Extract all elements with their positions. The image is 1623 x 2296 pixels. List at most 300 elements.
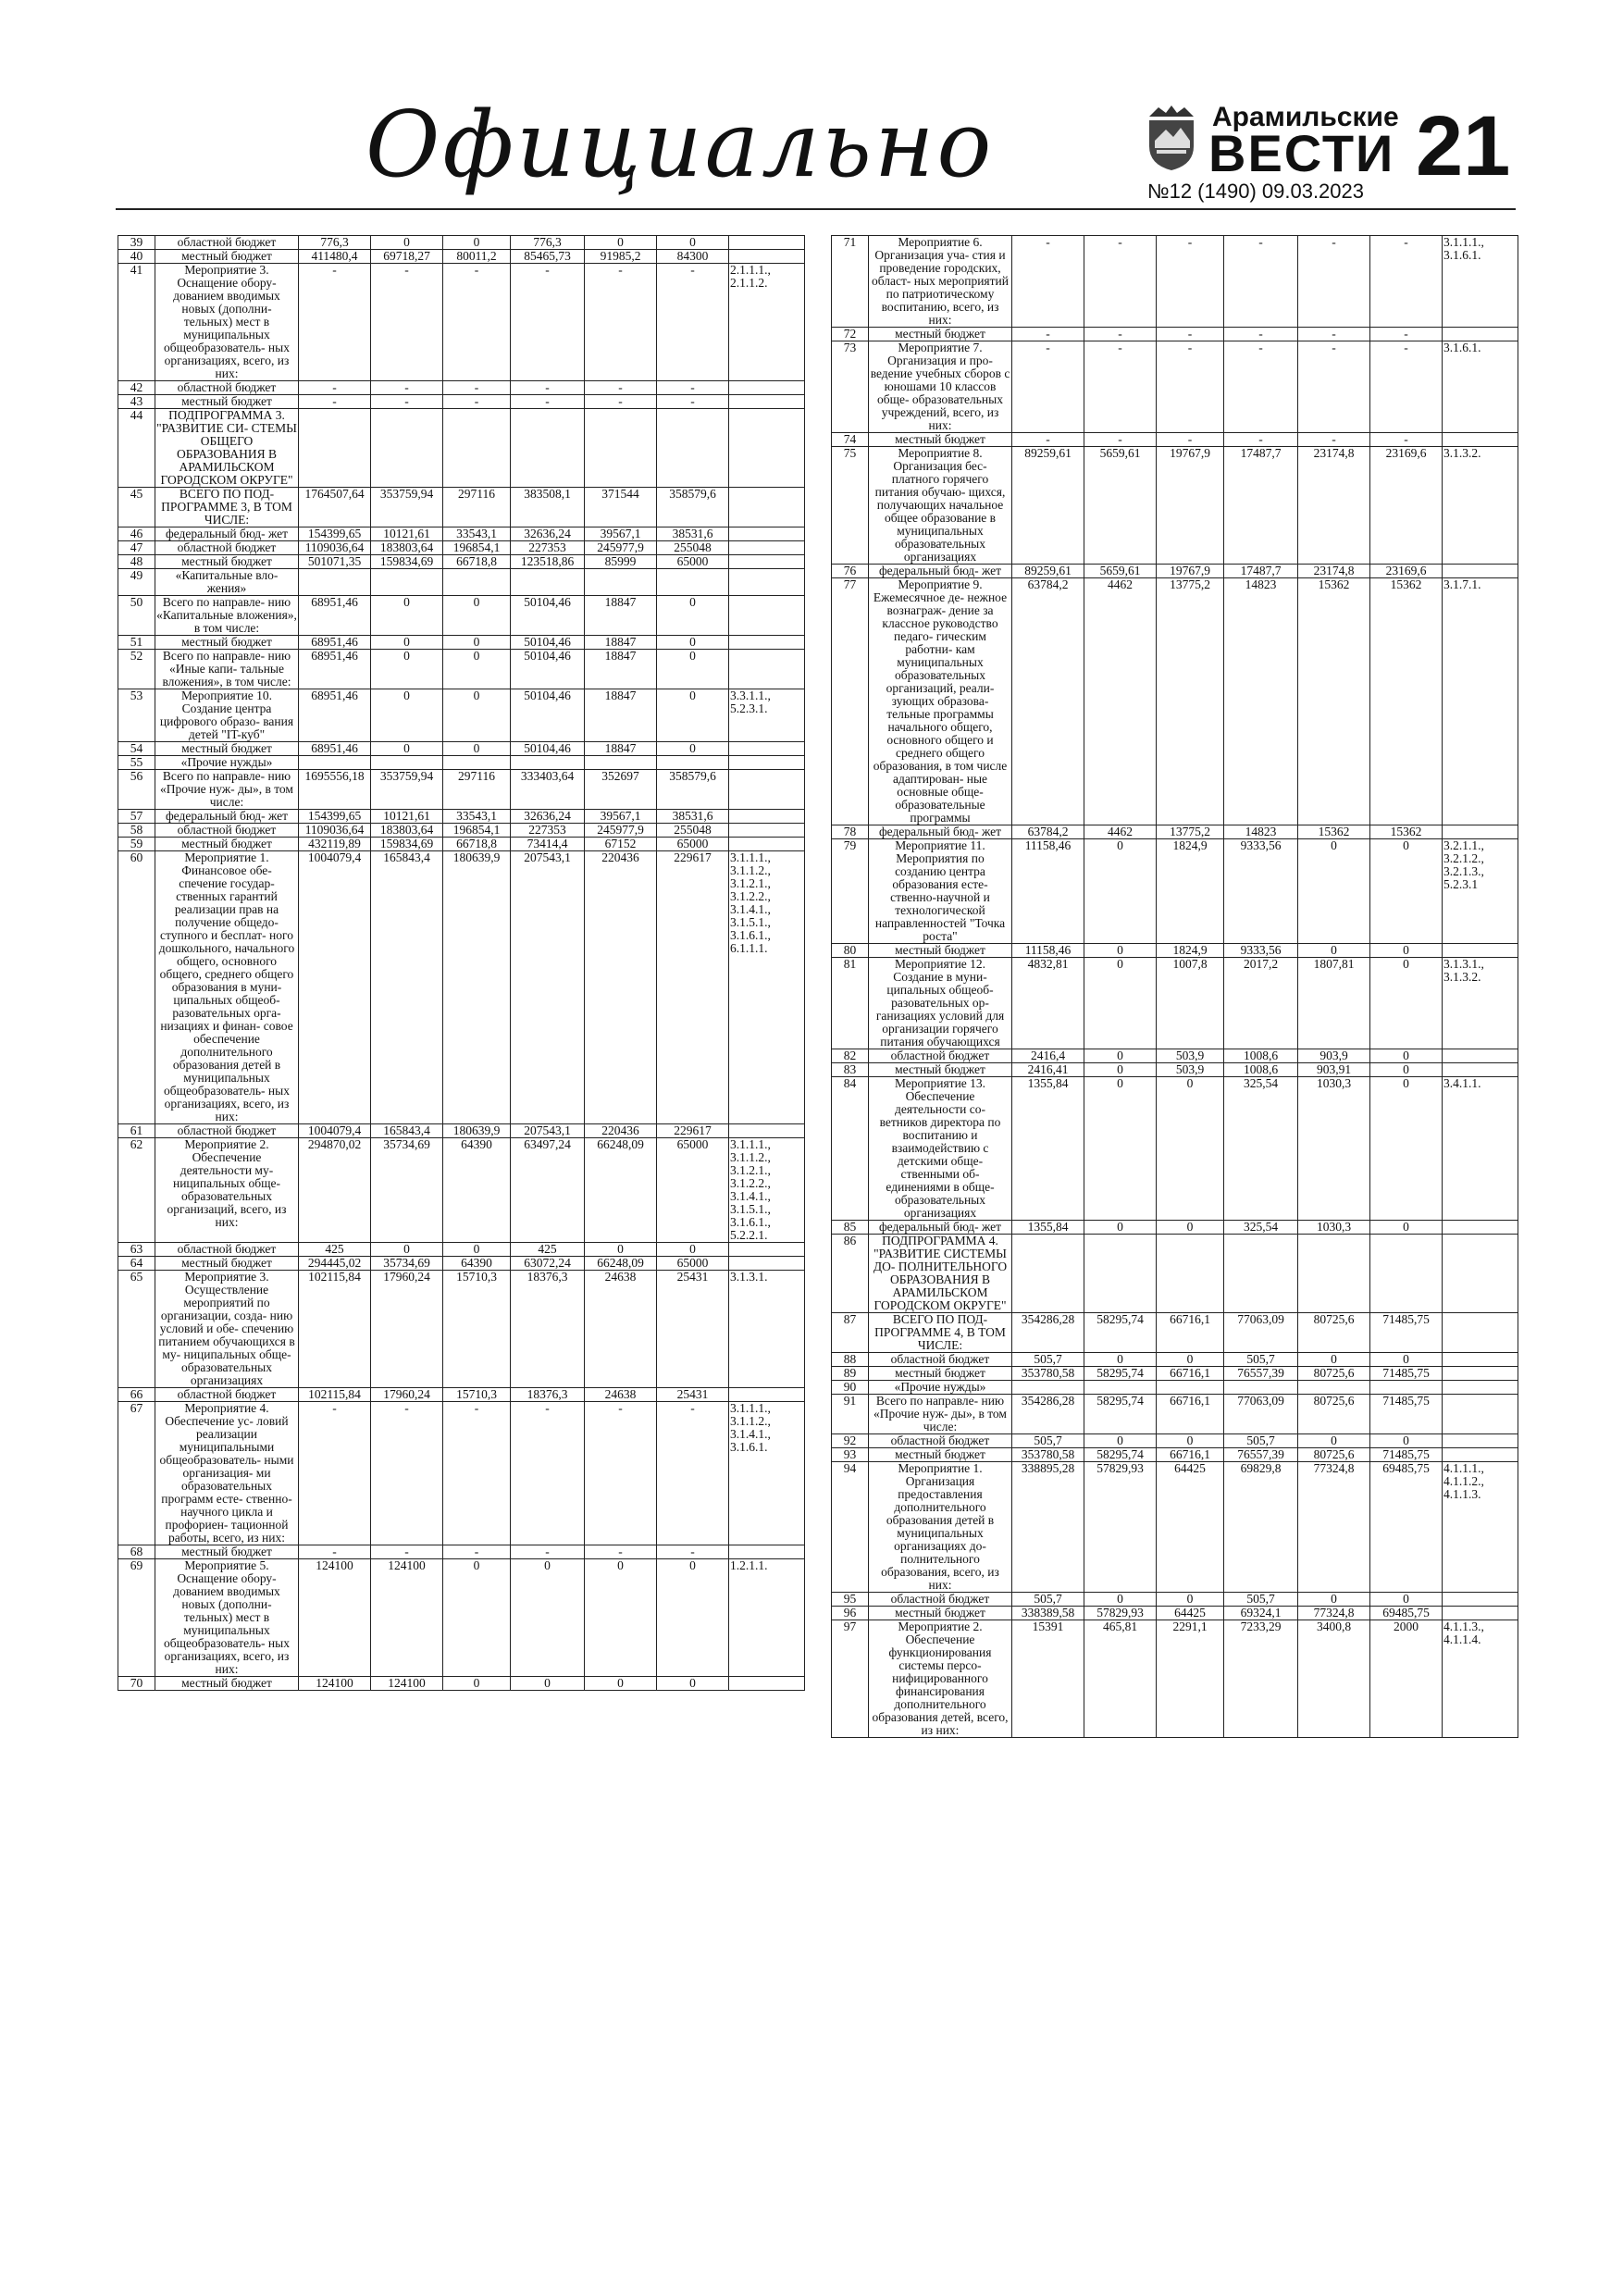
value-cell: 229617 bbox=[657, 1124, 729, 1138]
value-cell: 67152 bbox=[585, 838, 657, 851]
value-cell: 80725,6 bbox=[1298, 1367, 1370, 1381]
value-cell: 1004079,4 bbox=[299, 851, 371, 1124]
value-cell: 124100 bbox=[371, 1677, 443, 1691]
target-code-cell bbox=[1443, 433, 1518, 447]
value-cell: 15362 bbox=[1298, 825, 1370, 839]
target-code-cell: 3.2.1.1., 3.2.1.2., 3.2.1.3., 5.2.3.1 bbox=[1443, 839, 1518, 944]
value-cell: 0 bbox=[443, 1559, 511, 1677]
value-cell: 85465,73 bbox=[511, 250, 585, 264]
value-cell: - bbox=[371, 1402, 443, 1545]
row-number-cell: 78 bbox=[832, 825, 869, 839]
value-cell: 15710,3 bbox=[443, 1388, 511, 1402]
table-row bbox=[118, 1138, 805, 1243]
value-cell: 503,9 bbox=[1157, 1063, 1224, 1077]
value-cell: - bbox=[1370, 236, 1443, 328]
table-row bbox=[118, 1559, 805, 1677]
table-row bbox=[118, 395, 805, 409]
table-row bbox=[832, 578, 1518, 825]
value-cell bbox=[657, 409, 729, 488]
value-cell bbox=[585, 756, 657, 770]
value-cell: 229617 bbox=[657, 851, 729, 1124]
value-cell: - bbox=[1157, 433, 1224, 447]
description-cell: местный бюджет bbox=[155, 1257, 299, 1271]
value-cell: 0 bbox=[657, 596, 729, 636]
value-cell: - bbox=[1298, 433, 1370, 447]
value-cell bbox=[1224, 1235, 1298, 1313]
value-cell: 77063,09 bbox=[1224, 1313, 1298, 1353]
table-row bbox=[832, 1381, 1518, 1395]
value-cell: 64425 bbox=[1157, 1462, 1224, 1593]
value-cell: 353759,94 bbox=[371, 770, 443, 810]
value-cell: 5659,61 bbox=[1084, 565, 1157, 578]
value-cell: 66248,09 bbox=[585, 1138, 657, 1243]
description-cell: Всего по направле- нию «Капитальные вложения», в том числе: bbox=[156, 595, 297, 635]
row-number-cell: 86 bbox=[832, 1235, 869, 1313]
right-budget-table bbox=[831, 235, 1518, 1738]
value-cell: 1008,6 bbox=[1224, 1063, 1298, 1077]
value-cell: 505,7 bbox=[1224, 1434, 1298, 1448]
row-number-cell: 97 bbox=[832, 1620, 869, 1738]
description-cell: Мероприятие 7. Организация и про- ведение учебных сборов с юношами 10 классов обще- образовательных учреждений, всего, из них: bbox=[869, 341, 1012, 433]
value-cell: 24638 bbox=[585, 1388, 657, 1402]
page-number: 21 bbox=[1416, 99, 1511, 193]
value-cell: 18847 bbox=[585, 689, 657, 742]
value-cell: 15362 bbox=[1370, 825, 1443, 839]
value-cell: 65000 bbox=[657, 555, 729, 569]
value-cell: 294870,02 bbox=[299, 1138, 371, 1243]
value-cell: 102115,84 bbox=[299, 1388, 371, 1402]
value-cell: 0 bbox=[443, 1243, 511, 1257]
table-row bbox=[118, 756, 805, 770]
left-budget-table bbox=[118, 235, 805, 1691]
table-row bbox=[832, 1063, 1518, 1077]
value-cell: 1109036,64 bbox=[299, 824, 371, 838]
value-cell: - bbox=[1224, 433, 1298, 447]
value-cell bbox=[1084, 1235, 1157, 1313]
description-cell: Всего по направле- нию «Прочие нуж- ды», в том числе: bbox=[869, 1395, 1012, 1434]
target-code-cell bbox=[1443, 1313, 1518, 1353]
value-cell: 353780,58 bbox=[1012, 1448, 1084, 1462]
value-cell: 0 bbox=[443, 1677, 511, 1691]
table-row bbox=[118, 650, 805, 689]
publication-name-main: ВЕСТИ bbox=[1208, 124, 1395, 182]
value-cell: 0 bbox=[1370, 958, 1443, 1049]
table-row bbox=[832, 1462, 1518, 1593]
value-cell: 505,7 bbox=[1012, 1434, 1084, 1448]
value-cell: 0 bbox=[1298, 944, 1370, 958]
value-cell bbox=[585, 409, 657, 488]
value-cell: 35734,69 bbox=[371, 1138, 443, 1243]
row-number-cell: 42 bbox=[118, 381, 155, 395]
target-code-cell bbox=[729, 1257, 805, 1271]
value-cell: 903,9 bbox=[1298, 1049, 1370, 1063]
row-number-cell: 51 bbox=[118, 636, 155, 650]
table-row bbox=[118, 250, 805, 264]
value-cell: 0 bbox=[1084, 1077, 1157, 1221]
value-cell: - bbox=[1084, 341, 1157, 433]
target-code-cell bbox=[1443, 565, 1518, 578]
row-number-cell: 83 bbox=[832, 1063, 869, 1077]
value-cell: 13775,2 bbox=[1157, 578, 1224, 825]
value-cell: 77324,8 bbox=[1298, 1462, 1370, 1593]
value-cell: 0 bbox=[1298, 1593, 1370, 1607]
value-cell: 3400,8 bbox=[1298, 1620, 1370, 1738]
target-code-cell bbox=[729, 650, 805, 689]
value-cell: 1824,9 bbox=[1157, 944, 1224, 958]
value-cell: 294445,02 bbox=[299, 1257, 371, 1271]
target-code-cell: 3.1.1.1., 3.1.1.2., 3.1.2.1., 3.1.2.2., 3.1.4.1., 3.1.5.1., 3.1.6.1., 6.1.1.1. bbox=[729, 851, 805, 1124]
value-cell: 17960,24 bbox=[371, 1388, 443, 1402]
value-cell bbox=[1157, 1381, 1224, 1395]
value-cell: 23169,6 bbox=[1370, 447, 1443, 565]
value-cell: - bbox=[443, 1402, 511, 1545]
value-cell: 17487,7 bbox=[1224, 565, 1298, 578]
value-cell: 66716,1 bbox=[1157, 1367, 1224, 1381]
value-cell: 776,3 bbox=[299, 236, 371, 250]
value-cell: - bbox=[443, 1545, 511, 1559]
table-row bbox=[118, 1545, 805, 1559]
target-code-cell bbox=[1443, 1434, 1518, 1448]
value-cell: 425 bbox=[299, 1243, 371, 1257]
value-cell: 7233,29 bbox=[1224, 1620, 1298, 1738]
value-cell: 0 bbox=[1298, 1434, 1370, 1448]
target-code-cell bbox=[1443, 1593, 1518, 1607]
value-cell: 1807,81 bbox=[1298, 958, 1370, 1049]
value-cell: 38531,6 bbox=[657, 810, 729, 824]
value-cell: - bbox=[1298, 328, 1370, 341]
value-cell: 353759,94 bbox=[371, 488, 443, 527]
value-cell: 18376,3 bbox=[511, 1271, 585, 1388]
value-cell: 15362 bbox=[1298, 578, 1370, 825]
value-cell: 1695556,18 bbox=[299, 770, 371, 810]
target-code-cell bbox=[729, 636, 805, 650]
value-cell: 11158,46 bbox=[1012, 944, 1084, 958]
table-row bbox=[118, 1388, 805, 1402]
value-cell: 220436 bbox=[585, 1124, 657, 1138]
value-cell: 23174,8 bbox=[1298, 447, 1370, 565]
description-cell: областной бюджет bbox=[155, 1243, 299, 1257]
table-row bbox=[118, 381, 805, 395]
target-code-cell bbox=[729, 596, 805, 636]
value-cell: 207543,1 bbox=[511, 1124, 585, 1138]
value-cell: 124100 bbox=[299, 1559, 371, 1677]
value-cell: 1008,6 bbox=[1224, 1049, 1298, 1063]
table-row bbox=[118, 569, 805, 596]
value-cell: 2291,1 bbox=[1157, 1620, 1224, 1738]
value-cell: 63784,2 bbox=[1012, 825, 1084, 839]
description-cell: Мероприятие 12. Создание в муни- ципальных общеоб- разовательных ор- ганизациях условий для организации горячего питания обучающихся bbox=[869, 958, 1012, 1049]
table-row bbox=[832, 447, 1518, 565]
value-cell: 354286,28 bbox=[1012, 1313, 1084, 1353]
table-row bbox=[832, 1353, 1518, 1367]
value-cell: - bbox=[511, 264, 585, 381]
row-number-cell: 57 bbox=[118, 810, 155, 824]
target-code-cell: 4.1.1.1., 4.1.1.2., 4.1.1.3. bbox=[1443, 1462, 1518, 1593]
value-cell: 65000 bbox=[657, 1257, 729, 1271]
value-cell bbox=[1370, 1381, 1443, 1395]
value-cell bbox=[443, 569, 511, 596]
value-cell: 0 bbox=[371, 742, 443, 756]
value-cell: 0 bbox=[1157, 1077, 1224, 1221]
table-row bbox=[832, 825, 1518, 839]
value-cell: 23169,6 bbox=[1370, 565, 1443, 578]
value-cell: - bbox=[1298, 341, 1370, 433]
description-cell: Мероприятие 1. Финансовое обе- спечение государ- ственных гарантий реализации прав на получение общедо- ступного и бесплат- ного дошкольного, начального общего, основного общего, среднего общего образования в муни- ципальных общеоб- разовательных орга- низациях и финан- совое обеспечение дополнительного образования детей в муниципальных общеобразователь- ных организациях, всего, из них: bbox=[155, 851, 299, 1124]
value-cell: 18376,3 bbox=[511, 1388, 585, 1402]
value-cell: 0 bbox=[585, 1559, 657, 1677]
value-cell: 1007,8 bbox=[1157, 958, 1224, 1049]
value-cell: 0 bbox=[443, 689, 511, 742]
row-number-cell: 75 bbox=[832, 447, 869, 565]
value-cell: - bbox=[657, 395, 729, 409]
description-cell: федеральный бюд- жет bbox=[155, 810, 299, 824]
description-cell: Всего по направле- нию «Иные капи- тальные вложения», в том числе: bbox=[155, 650, 299, 689]
value-cell: 154399,65 bbox=[299, 527, 371, 541]
value-cell: 18847 bbox=[585, 650, 657, 689]
description-cell: Мероприятие 8. Организация бес- платного горячего питания обучаю- щихся, получающих начальное общее образование в муниципальных образовательных организациях bbox=[869, 447, 1012, 565]
value-cell: 297116 bbox=[443, 488, 511, 527]
value-cell: 66716,1 bbox=[1157, 1313, 1224, 1353]
value-cell: 297116 bbox=[443, 770, 511, 810]
value-cell: 0 bbox=[585, 1243, 657, 1257]
value-cell: - bbox=[511, 1545, 585, 1559]
value-cell: 15362 bbox=[1370, 578, 1443, 825]
value-cell: 11158,46 bbox=[1012, 839, 1084, 944]
row-number-cell: 63 bbox=[118, 1243, 155, 1257]
value-cell: 227353 bbox=[511, 541, 585, 555]
table-row bbox=[832, 1448, 1518, 1462]
value-cell bbox=[443, 409, 511, 488]
value-cell: 10121,61 bbox=[371, 810, 443, 824]
table-row bbox=[832, 565, 1518, 578]
value-cell: 0 bbox=[371, 1243, 443, 1257]
value-cell: 68951,46 bbox=[299, 689, 371, 742]
row-number-cell: 52 bbox=[118, 650, 155, 689]
value-cell: 66718,8 bbox=[443, 838, 511, 851]
value-cell: 71485,75 bbox=[1370, 1313, 1443, 1353]
value-cell: 0 bbox=[371, 650, 443, 689]
value-cell: 39567,1 bbox=[585, 527, 657, 541]
target-code-cell bbox=[729, 770, 805, 810]
value-cell: 2000 bbox=[1370, 1620, 1443, 1738]
value-cell: - bbox=[1224, 328, 1298, 341]
value-cell: 159834,69 bbox=[371, 838, 443, 851]
value-cell: 0 bbox=[1370, 1077, 1443, 1221]
value-cell: 25431 bbox=[657, 1388, 729, 1402]
value-cell: 9333,56 bbox=[1224, 839, 1298, 944]
row-number-cell: 79 bbox=[832, 839, 869, 944]
row-number-cell: 61 bbox=[118, 1124, 155, 1138]
table-row bbox=[118, 810, 805, 824]
target-code-cell: 3.1.3.2. bbox=[1443, 447, 1518, 565]
row-number-cell: 50 bbox=[118, 596, 155, 636]
row-number-cell: 85 bbox=[832, 1221, 869, 1235]
description-cell: местный бюджет bbox=[155, 1677, 299, 1691]
value-cell: 220436 bbox=[585, 851, 657, 1124]
value-cell: 0 bbox=[371, 689, 443, 742]
value-cell bbox=[371, 756, 443, 770]
table-row bbox=[118, 851, 805, 1124]
value-cell: 68951,46 bbox=[299, 596, 371, 636]
target-code-cell: 3.1.1.1., 3.1.6.1. bbox=[1443, 236, 1518, 328]
row-number-cell: 94 bbox=[832, 1462, 869, 1593]
description-cell: Мероприятие 10. Создание центра цифрового образо- вания детей "IT-куб" bbox=[155, 689, 299, 742]
value-cell: 89259,61 bbox=[1012, 447, 1084, 565]
description-cell: местный бюджет bbox=[155, 636, 299, 650]
value-cell: 33543,1 bbox=[443, 810, 511, 824]
description-cell: местный бюджет bbox=[869, 328, 1012, 341]
value-cell: 80725,6 bbox=[1298, 1448, 1370, 1462]
value-cell: 0 bbox=[371, 236, 443, 250]
value-cell: 0 bbox=[1370, 1049, 1443, 1063]
value-cell: 154399,65 bbox=[299, 810, 371, 824]
value-cell: - bbox=[1012, 328, 1084, 341]
value-cell: 352697 bbox=[585, 770, 657, 810]
value-cell: 0 bbox=[657, 650, 729, 689]
value-cell bbox=[443, 756, 511, 770]
value-cell: 0 bbox=[1298, 1353, 1370, 1367]
value-cell: - bbox=[1298, 236, 1370, 328]
value-cell: 24638 bbox=[585, 1271, 657, 1388]
table-row bbox=[832, 958, 1518, 1049]
value-cell: 50104,46 bbox=[511, 689, 585, 742]
description-cell: областной бюджет bbox=[155, 381, 299, 395]
value-cell: 183803,64 bbox=[371, 541, 443, 555]
description-cell: «Капитальные вло- жения» bbox=[155, 569, 299, 596]
value-cell: 333403,64 bbox=[511, 770, 585, 810]
description-cell: местный бюджет bbox=[869, 433, 1012, 447]
value-cell: 57829,93 bbox=[1084, 1462, 1157, 1593]
value-cell: 18847 bbox=[585, 742, 657, 756]
value-cell: 4832,81 bbox=[1012, 958, 1084, 1049]
value-cell bbox=[299, 569, 371, 596]
description-cell: Мероприятие 2. Обеспечение деятельности му- ниципальных обще- образовательных организаций, всего, из них: bbox=[155, 1138, 299, 1243]
value-cell: 505,7 bbox=[1012, 1593, 1084, 1607]
value-cell: - bbox=[1370, 328, 1443, 341]
value-cell: 69485,75 bbox=[1370, 1462, 1443, 1593]
target-code-cell bbox=[729, 824, 805, 838]
table-row bbox=[118, 236, 805, 250]
value-cell: 85999 bbox=[585, 555, 657, 569]
description-cell: «Прочие нужды» bbox=[869, 1381, 1012, 1395]
description-cell: областной бюджет bbox=[155, 824, 299, 838]
target-code-cell bbox=[729, 236, 805, 250]
target-code-cell bbox=[1443, 1395, 1518, 1434]
value-cell: 50104,46 bbox=[511, 636, 585, 650]
value-cell: 0 bbox=[1370, 839, 1443, 944]
row-number-cell: 76 bbox=[832, 565, 869, 578]
description-cell: Мероприятие 9. Ежемесячное де- нежное вознаграж- дение за классное руководство педаго- гическим работни- кам муниципальных образовательных организаций, реали- зующих образова- тельные программы начального общего, основного общего и среднего общего образования, в том числе адаптирован- ные основные обще- образовательные программы bbox=[869, 578, 1012, 825]
target-code-cell bbox=[1443, 1353, 1518, 1367]
row-number-cell: 55 bbox=[118, 756, 155, 770]
value-cell: 64390 bbox=[443, 1257, 511, 1271]
value-cell: 432119,89 bbox=[299, 838, 371, 851]
value-cell: 371544 bbox=[585, 488, 657, 527]
description-cell: областной бюджет bbox=[155, 541, 299, 555]
row-number-cell: 54 bbox=[118, 742, 155, 756]
row-number-cell: 65 bbox=[118, 1271, 155, 1388]
value-cell: 358579,6 bbox=[657, 770, 729, 810]
target-code-cell bbox=[729, 1677, 805, 1691]
table-row bbox=[118, 541, 805, 555]
description-cell: областной бюджет bbox=[869, 1353, 1012, 1367]
table-row bbox=[118, 742, 805, 756]
row-number-cell: 53 bbox=[118, 689, 155, 742]
value-cell: 505,7 bbox=[1224, 1593, 1298, 1607]
value-cell bbox=[511, 756, 585, 770]
value-cell: 124100 bbox=[299, 1677, 371, 1691]
value-cell: 14823 bbox=[1224, 578, 1298, 825]
value-cell: 77063,09 bbox=[1224, 1395, 1298, 1434]
table-row bbox=[832, 236, 1518, 328]
value-cell: 32636,24 bbox=[511, 810, 585, 824]
row-number-cell: 82 bbox=[832, 1049, 869, 1063]
value-cell: 69718,27 bbox=[371, 250, 443, 264]
value-cell: 80725,6 bbox=[1298, 1395, 1370, 1434]
description-cell: федеральный бюд- жет bbox=[869, 565, 1012, 578]
value-cell: - bbox=[1012, 433, 1084, 447]
value-cell: 80011,2 bbox=[443, 250, 511, 264]
row-number-cell: 88 bbox=[832, 1353, 869, 1367]
row-number-cell: 96 bbox=[832, 1607, 869, 1620]
row-number-cell: 91 bbox=[832, 1395, 869, 1434]
table-row bbox=[118, 488, 805, 527]
value-cell: 33543,1 bbox=[443, 527, 511, 541]
table-row bbox=[832, 839, 1518, 944]
value-cell: - bbox=[1370, 341, 1443, 433]
row-number-cell: 48 bbox=[118, 555, 155, 569]
row-number-cell: 60 bbox=[118, 851, 155, 1124]
description-cell: ПОДПРОГРАММА 3. "РАЗВИТИЕ СИ- СТЕМЫ ОБЩЕГО ОБРАЗОВАНИЯ В АРАМИЛЬСКОМ ГОРОДСКОМ ОКРУГЕ" bbox=[156, 408, 297, 487]
row-number-cell: 45 bbox=[118, 488, 155, 527]
value-cell bbox=[299, 409, 371, 488]
value-cell: 71485,75 bbox=[1370, 1448, 1443, 1462]
value-cell bbox=[511, 569, 585, 596]
value-cell bbox=[657, 756, 729, 770]
value-cell bbox=[1084, 1381, 1157, 1395]
description-cell: местный бюджет bbox=[869, 1063, 1012, 1077]
value-cell: 68951,46 bbox=[299, 636, 371, 650]
value-cell bbox=[1224, 1381, 1298, 1395]
value-cell: 0 bbox=[511, 1559, 585, 1677]
row-number-cell: 59 bbox=[118, 838, 155, 851]
table-row bbox=[118, 838, 805, 851]
target-code-cell bbox=[1443, 1235, 1518, 1313]
row-number-cell: 69 bbox=[118, 1559, 155, 1677]
target-code-cell bbox=[729, 742, 805, 756]
value-cell: 0 bbox=[443, 636, 511, 650]
value-cell: 0 bbox=[1084, 1353, 1157, 1367]
target-code-cell bbox=[729, 555, 805, 569]
value-cell: 0 bbox=[371, 636, 443, 650]
value-cell: 353780,58 bbox=[1012, 1367, 1084, 1381]
table-row bbox=[118, 596, 805, 636]
value-cell: - bbox=[585, 1545, 657, 1559]
value-cell: 0 bbox=[1084, 1063, 1157, 1077]
row-number-cell: 95 bbox=[832, 1593, 869, 1607]
value-cell: - bbox=[585, 381, 657, 395]
value-cell bbox=[371, 569, 443, 596]
town-emblem-icon bbox=[1146, 104, 1197, 172]
value-cell: 71485,75 bbox=[1370, 1395, 1443, 1434]
target-code-cell bbox=[1443, 1367, 1518, 1381]
value-cell: 63497,24 bbox=[511, 1138, 585, 1243]
value-cell bbox=[1298, 1381, 1370, 1395]
value-cell: 73414,4 bbox=[511, 838, 585, 851]
value-cell: - bbox=[1224, 236, 1298, 328]
table-row bbox=[118, 1257, 805, 1271]
target-code-cell bbox=[729, 250, 805, 264]
